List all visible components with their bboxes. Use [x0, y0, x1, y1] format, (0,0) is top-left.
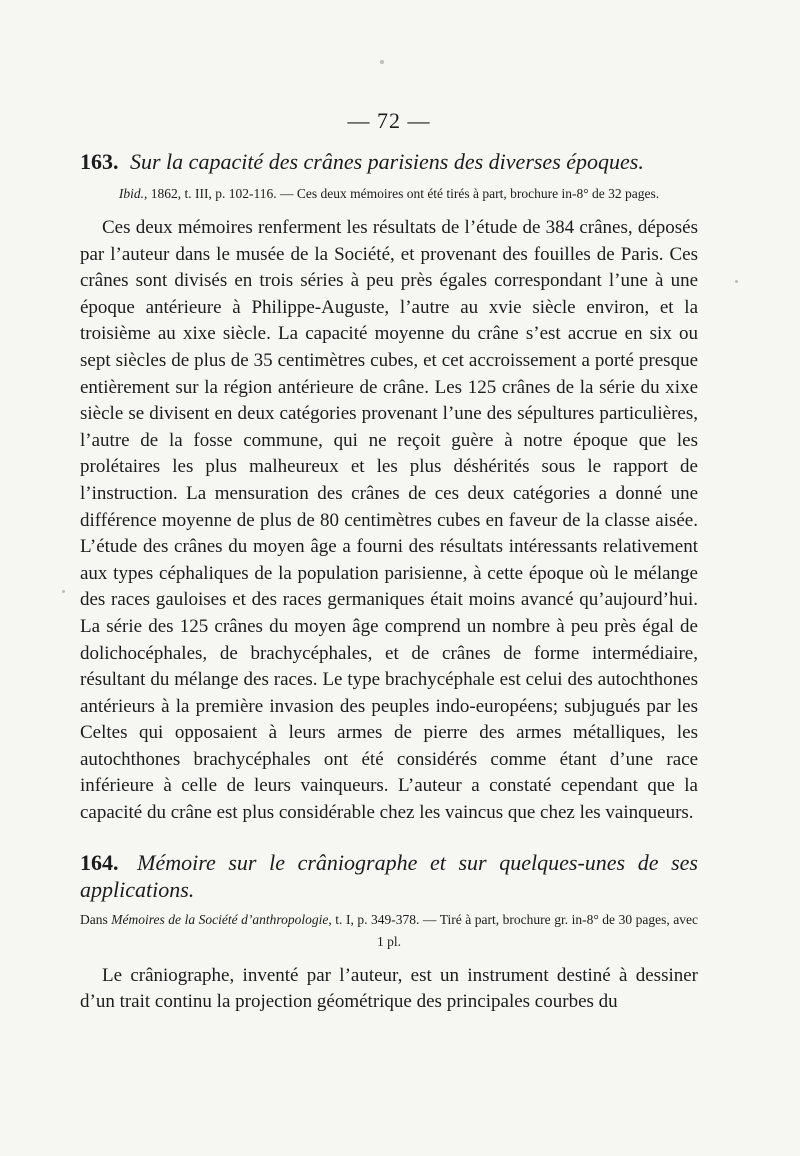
citation-prefix: Dans [80, 911, 112, 927]
entry-body: Ces deux mémoires renferment les résultats de l’étude de 384 crânes, déposés par l’auteur dans le musée de la Société, et provenant des fouilles de Paris. Ces crânes sont divisés en trois séries à peu près égales correspondant l’une à une époque antérieure à Philippe-Auguste, l’autre au xvie siècle environ, et la troisième au xixe siècle. La capacité moyenne du crâne s’est accrue en six ou sept siècles de plus de 35 centimètres cubes, et cet accroissement a porté presque entièrement sur la région antérieure de crâne. Les 125 crânes de la série du xixe siècle se divisent en deux catégories provenant l’une des sépultures particulières, l’autre de la fosse commune, qui ne reçoit guère à notre époque que les prolétaires les plus malheureux et les plus déshérités sous le rapport de l’instruction. La mensuration des crânes de ces deux catégories a donné une différence moyenne de plus de 80 centimètres cubes en faveur de la classe aisée. L’étude des crânes du moyen âge a fourni des résultats intéressants relativement aux types céphaliques de la population parisienne, à cette époque où le mélange des races gauloises et des races germaniques était moins avancé qu’aujourd’hui. La série des 125 crânes du moyen âge comprend un nombre à peu près égal de dolichocéphales, de brachycéphales, et de crânes de forme intermédiaire, résultant du mélange des races. Le type brachycéphale est celui des autochthones antérieurs à la première invasion des peuples indo-européens; subjugués par les Celtes qui opposaient à leurs armes de pierre des armes métalliques, les autochthones brachycéphales ont été considérés comme étant d’une race inférieure à celle de leurs vainqueurs. L’auteur a constaté cependant que la capacité du crâne est plus considérable chez les vaincus que chez les vainqueurs. [80, 217, 698, 824]
citation-details: , t. I, p. 349-378. — Tiré à part, brochure gr. in-8° de 30 pages, avec 1 pl. [328, 911, 698, 949]
entry-number: 163. [80, 149, 119, 174]
citation-details: , 1862, t. III, p. 102-116. — Ces deux mémoires ont été tirés à part, brochure in-8° de 32 pages. [143, 186, 660, 201]
paper-speck [62, 590, 65, 593]
entry-164 [80, 849, 698, 1016]
paper-speck [735, 280, 738, 283]
book-page [80, 108, 698, 1016]
entry-heading [80, 148, 698, 175]
entry-number: 164. [80, 849, 119, 875]
citation-source: Ibid. [118, 186, 144, 201]
entry-heading [80, 849, 698, 903]
entry-title: Mémoire sur le crâniographe et sur quelques-unes de ses applications. [80, 849, 698, 902]
entry-citation [80, 183, 698, 205]
entry-body: Le crâniographe, inventé par l’auteur, est un instrument destiné à dessiner d’un trait continu la projection géométrique des principales courbes du [80, 964, 698, 1013]
citation-source: Mémoires de la Société d’anthropologie [111, 911, 329, 927]
page-number: — 72 — [347, 108, 431, 133]
paper-speck [380, 60, 384, 64]
entry-citation [80, 909, 698, 953]
entry-title: Sur la capacité des crânes parisiens des diverses époques. [130, 149, 644, 174]
entry-163 [80, 148, 698, 827]
